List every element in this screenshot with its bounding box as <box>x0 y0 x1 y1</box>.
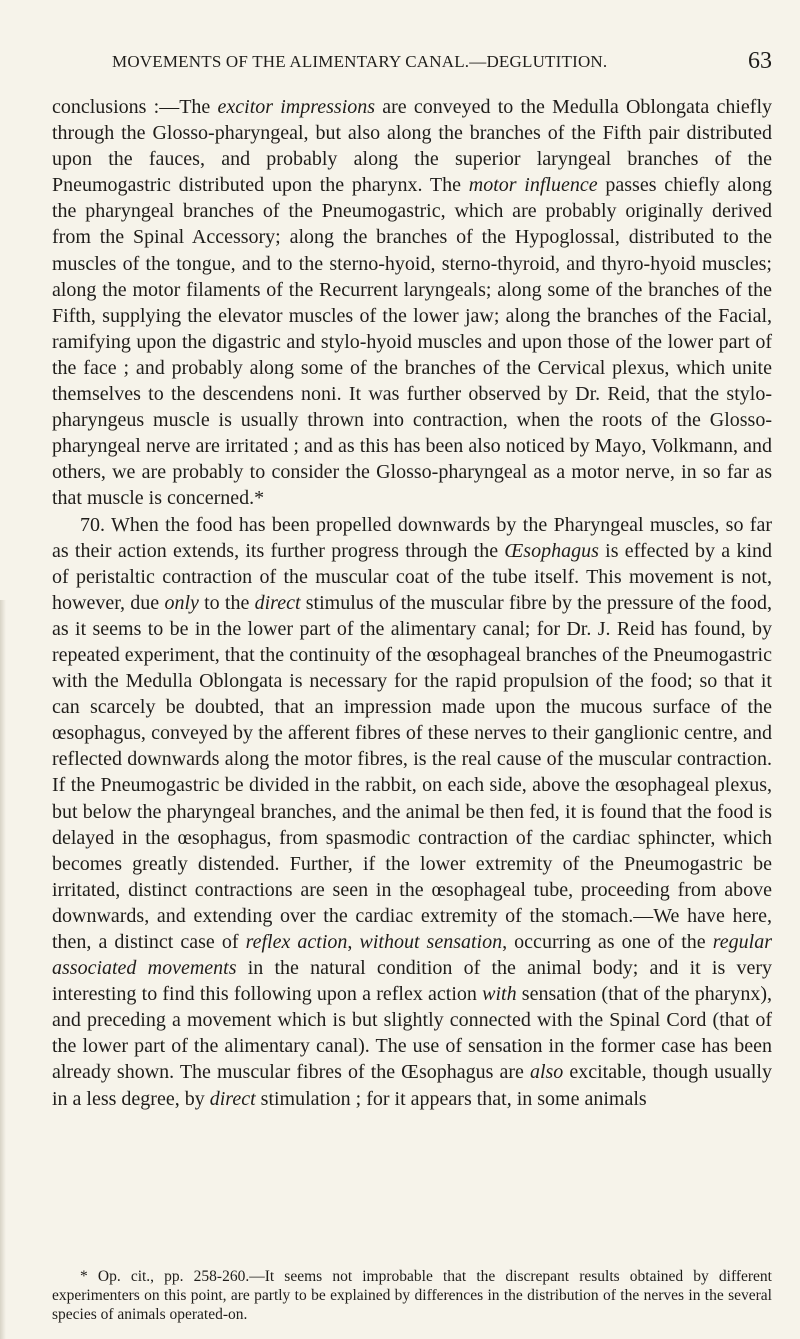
text-run: stimulus of the muscular fibre by the pressure of the food, as it seems to be in the lower part of the alimentary canal; for Dr. J. Reid has found, by repeated experiment, that the continuity of the œsophageal branches of the Pneumogastric with the Medulla Oblongata is necessary for the rapid propulsion of the food; so that it can scarcely be doubted, that an impression made upon the mucous surface of the œsophagus, conveyed by the afferent fibres of these nerves to their ganglionic centre, and reflected downwards along the motor fibres, is the real cause of the muscular contraction. If the Pneumogastric be divided in the rabbit, on each side, above the œsophageal plexus, but below the pharyngeal branches, and the animal be then fed, it is found that the food is delayed in the œsophagus, from spasmodic contraction of the cardiac sphincter, which becomes greatly distended. Further, if the lower extremity of the Pneumogastric be irritated, distinct contractions are seen in the œsophageal tube, proceeding from above downwards, and extending over the cardiac extremity of the stomach.—We have here, then, a distinct case of <box>52 591 773 953</box>
text-run: to the <box>198 591 255 614</box>
text-run: are conveyed to the Medulla Oblongata chiefly through the Glosso-pharyngeal, but also along the branches of the Fifth pair distributed upon the fauces, and probably along the superior laryngeal branches of the Pneumogastric distributed upon the pharynx. The <box>52 96 772 197</box>
italic-term: motor influence <box>468 174 598 197</box>
text-run: sensation (that of the pharynx), and preceding a movement which is but slightly connected with the Spinal Cord (that of the lower part of the alimentary canal). The use of sensation in the former case has been already shown. The muscular fibres of the Œsophagus are <box>52 983 772 1084</box>
footnote <box>52 1267 772 1324</box>
italic-term: without sensation <box>359 931 503 953</box>
page-number: 63 <box>748 48 772 74</box>
footnote-text: * Op. cit., pp. 258-260.—It seems not improbable that the discrepant results obtained by different experimenters on this point, are partly to be explained by differences in the distribution of the nerves in the several species of animals operated-on. <box>52 1268 772 1323</box>
text-run: is effected by a kind of peristaltic contraction of the muscular coat of the tube itself. This movement is not, however, due <box>52 539 773 614</box>
text-run: , <box>347 931 360 953</box>
italic-term: with <box>482 983 517 1006</box>
paragraph-70 <box>52 512 772 1112</box>
italic-term: regular associated movements <box>52 931 773 980</box>
text-run: , occurring as one of the <box>502 931 713 953</box>
paragraph-conclusions <box>52 94 772 512</box>
text-run: stimulation ; for it appears that, in some animals <box>255 1087 647 1110</box>
page-header <box>52 48 772 78</box>
italic-term: direct <box>254 591 301 614</box>
italic-term: direct <box>209 1087 256 1110</box>
binding-edge-shadow <box>0 600 6 1339</box>
italic-term: also <box>529 1061 564 1084</box>
italic-term: excitor impressions <box>217 96 376 118</box>
running-head: MOVEMENTS OF THE ALIMENTARY CANAL.—DEGLUTITION. <box>112 52 608 71</box>
text-run: passes chiefly along the pharyngeal branches of the Pneumogastric, which are probably originally derived from the Spinal Accessory; along the branches of the Hypoglossal, distributed to the muscles of the tongue, and to the sterno-hyoid, sterno-thyroid, and thyro-hyoid muscles; along the motor filaments of the Recurrent laryngeals; along some of the branches of the Fifth, supplying the elevator muscles of the lower jaw; along the branches of the Facial, ramifying upon the digastric and stylo-hyoid muscles and upon those of the lower part of the face ; and probably along some of the branches of the Cervical plexus, which unite themselves to the descendens noni. It was further observed by Dr. Reid, that the stylo-pharyngeus muscle is usually thrown into contraction, when the roots of the Glosso-pharyngeal nerve are irritated ; and as this has been also noticed by Mayo, Volkmann, and others, we are probably to consider the Glosso-pharyngeal as a motor nerve, in so far as that muscle is concerned.* <box>52 174 772 510</box>
text-run: in the natural condition of the animal body; and it is very interesting to find this following upon a reflex action <box>52 957 772 1006</box>
text-run: excitable, though usually in a less degree, by <box>52 1061 772 1110</box>
italic-term: reflex action <box>245 931 348 953</box>
italic-term: Œsophagus <box>504 539 599 562</box>
text-run: 70. When the food has been propelled downwards by the Pharyngeal muscles, so far as their action extends, its further progress through the <box>52 513 772 562</box>
text-run: conclusions :—The <box>52 96 218 118</box>
body-text <box>52 94 772 1112</box>
italic-term: only <box>164 591 199 614</box>
